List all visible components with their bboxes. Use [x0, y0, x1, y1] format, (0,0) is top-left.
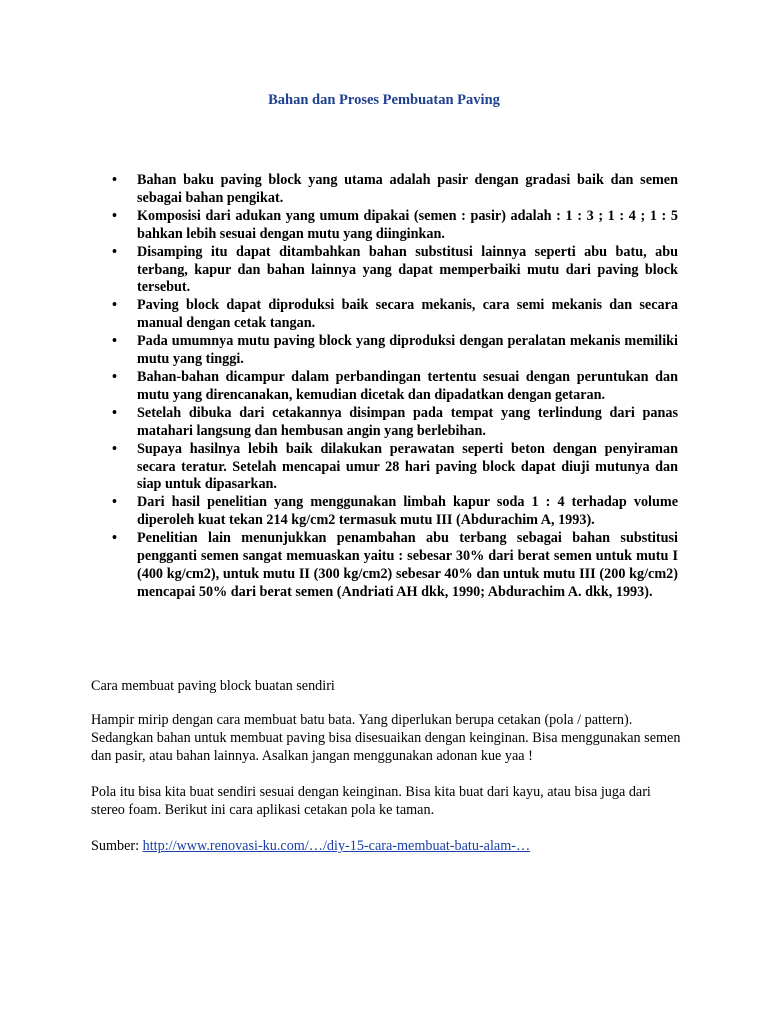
list-item [112, 530, 678, 602]
list-item [112, 297, 678, 333]
list-item-text: Dari hasil penelitian yang menggunakan limbah kapur soda 1 : 4 terhadap volume diperoleh kuat tekan 214 kg/cm2 termasuk mutu III (Abdurachim A, 1993). [137, 494, 678, 529]
list-item [112, 172, 678, 208]
bullet-list [112, 172, 678, 602]
paragraph: Pola itu bisa kita buat sendiri sesuai dengan keinginan. Bisa kita buat dari kayu, atau bisa juga dari stereo foam. Berikut ini cara aplikasi cetakan pola ke taman. [91, 784, 651, 818]
bullet-icon: • [112, 494, 117, 511]
bullet-icon: • [112, 404, 117, 421]
bullet-icon: • [112, 368, 117, 385]
bullet-icon: • [112, 530, 117, 547]
list-item [112, 208, 678, 244]
list-item [112, 441, 678, 495]
source-line [91, 838, 681, 856]
list-item-text: Komposisi dari adukan yang umum dipakai (semen : pasir) adalah : 1 : 3 ; 1 : 4 ; 1 : 5 bahkan lebih sesuai dengan mutu yang diinginkan. [137, 207, 678, 242]
source-link[interactable]: http://www.renovasi-ku.com/…/diy-15-cara-membuat-batu-alam-… [142, 838, 531, 854]
document-title: Bahan dan Proses Pembuatan Paving [268, 92, 500, 108]
bullet-icon: • [112, 333, 117, 350]
bullet-icon: • [112, 440, 117, 457]
list-item-text: Supaya hasilnya lebih baik dilakukan perawatan seperti beton dengan penyiraman secara teratur. Setelah mencapai umur 28 hari paving block dapat diuji mutunya dan siap untuk dipasarkan. [137, 440, 678, 493]
bullet-icon: • [112, 172, 117, 188]
bullet-icon: • [112, 243, 117, 260]
list-item-text: Disamping itu dapat ditambahkan bahan substitusi lainnya seperti abu batu, abu terbang, kapur dan bahan lainnya yang dapat memperbaiki mutu dari paving block tersebut. [137, 243, 678, 296]
bullet-icon: • [112, 297, 117, 314]
source-label: Sumber: [91, 838, 143, 854]
list-item [112, 244, 678, 298]
bullet-icon: • [112, 207, 117, 224]
list-item [112, 333, 678, 369]
list-item-text: Paving block dapat diproduksi baik secara mekanis, cara semi mekanis dan secara manual dengan cetak tangan. [137, 297, 678, 332]
list-item [112, 494, 678, 530]
list-item-text: Bahan baku paving block yang utama adalah pasir dengan gradasi baik dan semen sebagai bahan pengikat. [137, 172, 678, 206]
list-item-text: Setelah dibuka dari cetakannya disimpan pada tempat yang terlindung dari panas matahari langsung dan hembusan angin yang berlebihan. [137, 404, 678, 439]
list-item-text: Bahan-bahan dicampur dalam perbandingan tertentu sesuai dengan peruntukan dan mutu yang direncanakan, kemudian dicetak dan dipadatkan dengan getaran. [137, 368, 678, 403]
section-heading: Cara membuat paving block buatan sendiri [91, 678, 335, 694]
list-item [112, 369, 678, 405]
list-item [112, 405, 678, 441]
list-item-text: Pada umumnya mutu paving block yang diproduksi dengan peralatan mekanis memiliki mutu yang tinggi. [137, 333, 678, 368]
list-item-text: Penelitian lain menunjukkan penambahan abu terbang sebagai bahan substitusi pengganti semen sangat memuaskan yaitu : sebesar 30% dari berat semen untuk mutu I (400 kg/cm2), untuk mutu II (300 kg/cm2) sebesar 40% dan untuk mutu III (200 kg/cm2) mencapai 50% dari berat semen (Andriati AH dkk, 1990; Abdurachim A. dkk, 1993). [137, 530, 678, 600]
paragraph: Hampir mirip dengan cara membuat batu bata. Yang diperlukan berupa cetakan (pola / pattern). Sedangkan bahan untuk membuat paving bisa disesuaikan dengan keinginan. Bisa menggunakan semen dan pasir, atau bahan lainnya. Asalkan jangan menggunakan adonan kue yaa ! [91, 712, 681, 764]
